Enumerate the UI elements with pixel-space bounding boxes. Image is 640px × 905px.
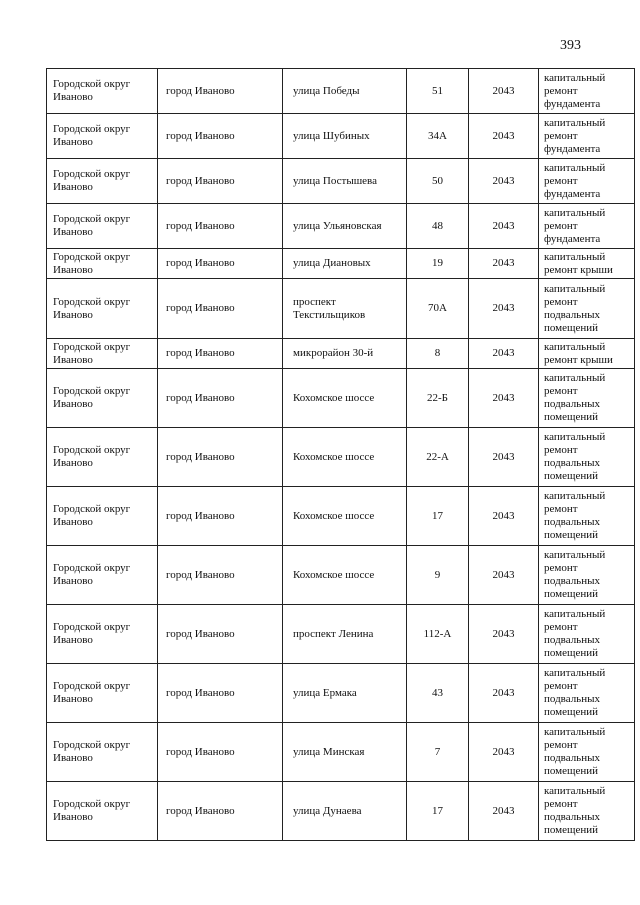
- cell-house-number: 9: [407, 546, 469, 605]
- page-number: 393: [560, 38, 581, 53]
- cell-street: улица Шубиных: [283, 114, 407, 159]
- table-row: [47, 69, 635, 114]
- cell-work-type: капитальный ремонт фундамента: [539, 114, 635, 159]
- cell-street: улица Победы: [283, 69, 407, 114]
- cell-city: город Иваново: [158, 428, 283, 487]
- cell-city: город Иваново: [158, 487, 283, 546]
- cell-year: 2043: [469, 204, 539, 249]
- cell-year: 2043: [469, 279, 539, 339]
- cell-district: Городской округ Иваново: [47, 369, 158, 428]
- cell-street: улица Ермака: [283, 664, 407, 723]
- cell-district: Городской округ Иваново: [47, 204, 158, 249]
- cell-street: улица Диановых: [283, 249, 407, 279]
- cell-year: 2043: [469, 114, 539, 159]
- table-row: [47, 546, 635, 605]
- table-body: [47, 69, 635, 841]
- cell-city: город Иваново: [158, 723, 283, 782]
- cell-house-number: 17: [407, 487, 469, 546]
- cell-house-number: 22-Б: [407, 369, 469, 428]
- cell-city: город Иваново: [158, 664, 283, 723]
- table-row: [47, 369, 635, 428]
- cell-district: Городской округ Иваново: [47, 159, 158, 204]
- cell-street: Кохомское шоссе: [283, 428, 407, 487]
- table-row: [47, 782, 635, 841]
- cell-city: город Иваново: [158, 605, 283, 664]
- cell-work-type: капитальный ремонт подвальных помещений: [539, 428, 635, 487]
- cell-district: Городской округ Иваново: [47, 723, 158, 782]
- cell-city: город Иваново: [158, 114, 283, 159]
- table-row: [47, 204, 635, 249]
- table-row: [47, 664, 635, 723]
- table-row: [47, 339, 635, 369]
- cell-year: 2043: [469, 249, 539, 279]
- cell-house-number: 50: [407, 159, 469, 204]
- cell-house-number: 22-А: [407, 428, 469, 487]
- cell-city: город Иваново: [158, 279, 283, 339]
- cell-house-number: 112-А: [407, 605, 469, 664]
- cell-work-type: капитальный ремонт подвальных помещений: [539, 487, 635, 546]
- cell-house-number: 17: [407, 782, 469, 841]
- cell-house-number: 34А: [407, 114, 469, 159]
- cell-city: город Иваново: [158, 204, 283, 249]
- cell-year: 2043: [469, 428, 539, 487]
- cell-district: Городской округ Иваново: [47, 69, 158, 114]
- table-row: [47, 279, 635, 339]
- cell-year: 2043: [469, 159, 539, 204]
- cell-district: Городской округ Иваново: [47, 428, 158, 487]
- table-row: [47, 249, 635, 279]
- cell-street: улица Дунаева: [283, 782, 407, 841]
- cell-street: Кохомское шоссе: [283, 546, 407, 605]
- cell-work-type: капитальный ремонт фундамента: [539, 69, 635, 114]
- cell-year: 2043: [469, 723, 539, 782]
- cell-work-type: капитальный ремонт подвальных помещений: [539, 664, 635, 723]
- cell-work-type: капитальный ремонт подвальных помещений: [539, 546, 635, 605]
- cell-house-number: 51: [407, 69, 469, 114]
- cell-city: город Иваново: [158, 249, 283, 279]
- cell-year: 2043: [469, 369, 539, 428]
- cell-house-number: 43: [407, 664, 469, 723]
- cell-city: город Иваново: [158, 369, 283, 428]
- cell-district: Городской округ Иваново: [47, 249, 158, 279]
- cell-city: город Иваново: [158, 339, 283, 369]
- cell-street: микрорайон 30-й: [283, 339, 407, 369]
- cell-work-type: капитальный ремонт фундамента: [539, 159, 635, 204]
- cell-house-number: 48: [407, 204, 469, 249]
- table-row: [47, 723, 635, 782]
- cell-street: улица Минская: [283, 723, 407, 782]
- cell-city: город Иваново: [158, 546, 283, 605]
- cell-work-type: капитальный ремонт подвальных помещений: [539, 369, 635, 428]
- cell-city: город Иваново: [158, 782, 283, 841]
- cell-work-type: капитальный ремонт подвальных помещений: [539, 605, 635, 664]
- cell-house-number: 19: [407, 249, 469, 279]
- cell-street: проспект Ленина: [283, 605, 407, 664]
- cell-district: Городской округ Иваново: [47, 664, 158, 723]
- cell-district: Городской округ Иваново: [47, 114, 158, 159]
- cell-district: Городской округ Иваново: [47, 487, 158, 546]
- cell-street: проспект Текстильщиков: [283, 279, 407, 339]
- cell-year: 2043: [469, 664, 539, 723]
- cell-house-number: 7: [407, 723, 469, 782]
- cell-district: Городской округ Иваново: [47, 605, 158, 664]
- table-row: [47, 487, 635, 546]
- table-row: [47, 159, 635, 204]
- cell-street: Кохомское шоссе: [283, 369, 407, 428]
- repair-schedule-table: [46, 68, 635, 841]
- cell-street: улица Постышева: [283, 159, 407, 204]
- cell-year: 2043: [469, 605, 539, 664]
- cell-work-type: капитальный ремонт подвальных помещений: [539, 782, 635, 841]
- cell-district: Городской округ Иваново: [47, 339, 158, 369]
- table-row: [47, 114, 635, 159]
- cell-year: 2043: [469, 782, 539, 841]
- cell-street: улица Ульяновская: [283, 204, 407, 249]
- cell-year: 2043: [469, 487, 539, 546]
- cell-year: 2043: [469, 546, 539, 605]
- cell-work-type: капитальный ремонт подвальных помещений: [539, 723, 635, 782]
- cell-work-type: капитальный ремонт крыши: [539, 339, 635, 369]
- table-row: [47, 428, 635, 487]
- table-row: [47, 605, 635, 664]
- cell-city: город Иваново: [158, 69, 283, 114]
- cell-street: Кохомское шоссе: [283, 487, 407, 546]
- cell-district: Городской округ Иваново: [47, 279, 158, 339]
- cell-house-number: 8: [407, 339, 469, 369]
- cell-work-type: капитальный ремонт подвальных помещений: [539, 279, 635, 339]
- cell-district: Городской округ Иваново: [47, 782, 158, 841]
- cell-year: 2043: [469, 69, 539, 114]
- cell-district: Городской округ Иваново: [47, 546, 158, 605]
- cell-work-type: капитальный ремонт фундамента: [539, 204, 635, 249]
- cell-house-number: 70А: [407, 279, 469, 339]
- cell-year: 2043: [469, 339, 539, 369]
- cell-work-type: капитальный ремонт крыши: [539, 249, 635, 279]
- cell-city: город Иваново: [158, 159, 283, 204]
